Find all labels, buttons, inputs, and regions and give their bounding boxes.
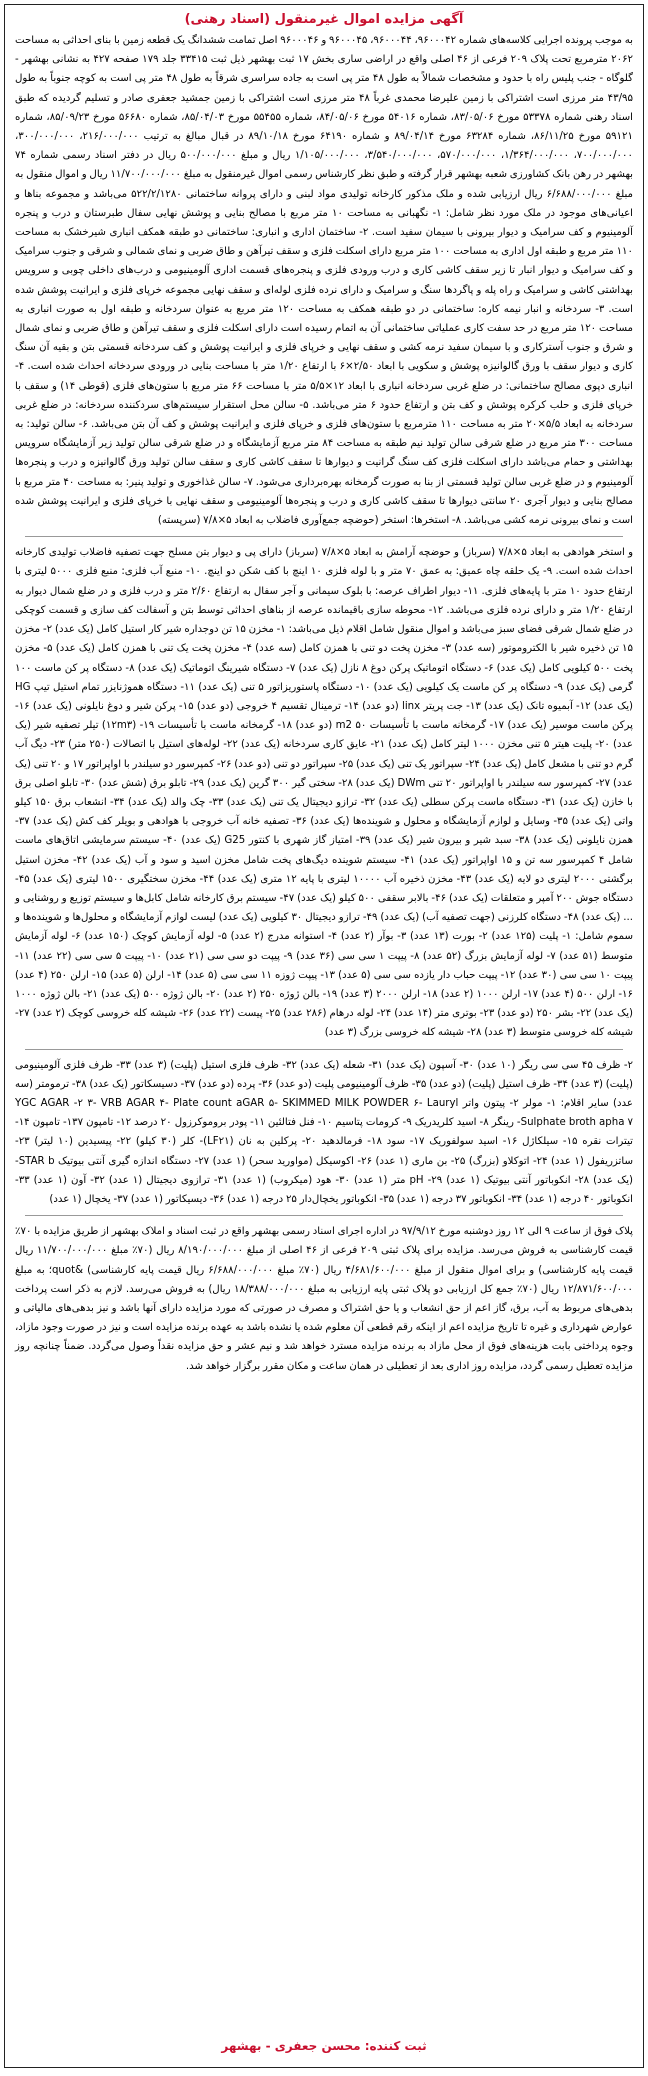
lab-items-paragraph: ۲- ظرف ۴۵ سی سی ریگر (۱۰ عدد) ۳۰- آسپون (یک عدد) ۳۱- شعله (یک عدد) ۳۲- ظرف فلزی استیل (پلیت) (۳ عدد) ۳۳- ظرف فلزی آلومینیومی (پلیت) (۳ عدد) ۳۴- ظرف استیل (پلیت) (دو عدد) ۳۵- ظرف آلومینیومی پلیت (دو عدد) ۳۶- پرده (دو عدد) ۳۷- دسیسکاتور (یک عدد) ۳۸- ترمومتر (سه عدد) سایر اقلام: ۱- مولر ۲- پیتون واتر YGC AGAR -۲ ۳- VRB AGAR ۴- Plate count aGAR ۵- SKIMMED MILK POWDER ۶- Lauryl Sulphate broth apha ۷- رینگر ۸- اسید کلریدریک ۹- کرومات پتاسیم ۱۰- فنل فتالئین ۱۱- پودر بروموکرزول ۲۰ درصد ۱۲- تامپون ۱۳۷- تامپون ۱۴- تیترات نقره ۱۵- سیلکاژل ۱۶- اسید سولفوریک ۱۷- سود ۱۸- فرمالدهید ۲۰- پرکلین به نان (LF۲۱)- کلر (۳۰ کیلو) ۲۲- پیسیدین (۱۰ لیتر) ۲۳- ساتزریفول (۱ عدد) ۲۴- اتوکلاو (بزرگ) ۲۵- بن ماری (۱ عدد) ۲۶- اکوسیکل (مواورید سحر) (۱ عدد) ۲۷- دستگاه اندازه گیری آنتی بیوتیک STAR b- (یک عدد) ۲۸- انکوباتور آنتی بیوتیک (۱ عدد) ۲۹- pH متر (۱ عدد) ۳۰- هود (میکروب) (۱ عدد) ۳۱- ترازوی دیجیتال (۱ عدد) ۳۲- آون (۱ عدد) ۳۳- انکوباتور ۴۰ درجه (۱ عدد) ۳۴- انکوباتور ۳۷ درجه (۱ عدد) ۳۵- انکوباتور یخچال‌دار ۲۵ درجه (۱ عدد) ۳۶- دیسیکاتور (۱ عدد) ۳۷- یخچال (۱ عدد) (15, 1059, 634, 1205)
auction-notice (4, 4, 644, 2068)
section-divider (25, 1049, 623, 1050)
section-divider (25, 1215, 623, 1216)
auction-terms-paragraph: پلاک فوق از ساعت ۹ الی ۱۲ روز دوشنبه مورخ ۹۷/۹/۱۲ در اداره اجرای اسناد رسمی بهشهر واقع در ثبت اسناد و املاک بهشهر از طریق مزایده با ۷۰٪ قیمت کارشناسی به فروش می‌رسد. مزایده برای پلاک ثبتی ۲۰۹ فرعی از ۴۶ اصلی از مبلغ ۸/۱۹۰/۰۰۰/۰۰۰ ریال (۷۰٪ مبلغ ۱۱/۷۰۰/۰۰۰/۰۰۰ ریال قیمت پایه کارشناسی) و برای اموال منقول از مبلغ ۴/۶۸۱/۶۰۰/۰۰۰ ریال (۷۰٪ مبلغ ۶/۶۸۸/۰۰۰/۰۰۰ ریال قیمت پایه کارشناسی) &quot؛ به مبلغ ۱۲/۸۷۱/۶۰۰/۰۰۰ ریال (۷۰٪ جمع کل ارزیابی دو پلاک ثبتی پایه ارزیابی به مبلغ ۱۸/۳۸۸/۰۰۰/۰۰۰ ریال) به فروش می‌رسد. لازم به ذکر است پرداخت بدهی‌های مربوط به آب، برق، گاز اعم از حق انشعاب و یا حق اشتراک و مصرف در صورتی که مورد مزایده دارای آنها باشد و نیز بدهی‌های مالیاتی و عوارض شهرداری و غیره تا تاریخ مزایده اعم از اینکه رقم قطعی آن معلوم شده یا نشده باشد به عهده برنده مزایده است و نیز در صورت وجود مازاد، وجوه پرداختی بابت هزینه‌های فوق از محل مازاد به برنده مزایده مسترد خواهد شد و نیم عشر و حق مزایده نقداً وصول می‌گردد. ضمناً چنانچه روز مزایده تعطیل رسمی گردد، مزایده روز اداری بعد از تعطیلی در همان ساعت و مکان مقرر برگزار خواهد شد. (15, 1226, 634, 1372)
signature-name: محسن جعفری - بهشهر (221, 2039, 361, 2053)
property-description-paragraph: به موجب پرونده اجرایی کلاسه‌های شماره ۹۶۰۰۰۴۲، ۹۶۰۰۰۴۴، ۹۶۰۰۰۴۵ و ۹۶۰۰۰۴۶ اصل تمامت ششدانگ یک قطعه زمین با بنای احداثی به مساحت ۲۰۶۲ مترمربع تحت پلاک ۲۰۹ فرعی از ۴۶ اصلی واقع در اراضی ساری بخش ۱۷ ثبت بهشهر ذیل ثبت ۳۳۴۱۵ جلد ۱۷۹ صفحه ۴۲۷ به نشانی بهشهر - گلوگاه - جنب پلیس راه با حدود و مشخصات شمالاً به طول ۴۸ متر پی است به جاده سراسری شرقاً به طول ۴۸ متر پی است به کوچه جنوباً به طول ۴۳/۹۵ متر مرزی است اشتراکی با زمین علیرضا محمدی غرباً ۴۸ متر مرزی است اشتراکی با زمین جمشید جعفری صادر و تسلیم گردیده که طبق اسناد رهنی شماره ۵۳۳۷۸ مورخ ۸۳/۰۵/۰۶، شماره ۵۴۰۱۶ مورخ ۸۴/۰۵/۰۶، شماره ۵۵۴۵۵ مورخ ۸۵/۰۴/۰۳، شماره ۵۶۶۸۰ مورخ ۸۵/۰۹/۲۳، شماره ۵۹۱۲۱ مورخ ۸۶/۱۱/۲۵، شماره ۶۳۲۸۴ مورخ ۸۹/۰۴/۱۴ و شماره ۶۴۱۹۰ مورخ ۸۹/۱۰/۱۸ در قبال مبالغ به ترتیب ۲۱۶/۰۰۰/۰۰۰، ۳۰۰/۰۰۰/۰۰۰، ۷۰۰/۰۰۰/۰۰۰، ۱/۳۶۴/۰۰۰/۰۰۰، ۵۷۰/۰۰۰/۰۰۰، ۳/۵۴۰/۰۰۰/۰۰۰، ۱/۱۰۵/۰۰۰/۰۰۰ ریال و مبلغ ۵۰۰/۰۰۰/۰۰۰ ریال در دفتر اسناد رسمی شماره ۷۴ بهشهر در رهن بانک کشاورزی شعبه بهشهر قرار گرفته و طبق نظر کارشناس رسمی اموال غیرمنقول به مبلغ ۱۱/۷۰۰/۰۰۰/۰۰۰ ریال و اموال منقول به مبلغ ۶/۶۸۸/۰۰۰/۰۰۰ ریال ارزیابی شده و ملک مذکور کارخانه تولیدی مواد لبنی و دارای پروانه ساختمانی ۵۲۲/۲/۱۲۸۰ می‌باشد و مجموعه بناها و اعیانی‌های موجود در ملک مورد نظر شامل: ۱- نگهبانی به مساحت ۱۰ متر مربع با مصالح بنایی و پوشش نهایی سفال طبرستان و درب و پنجره آلومینیوم و کف سرامیک و دیوار بیرونی با سیمان سفید است. ۲- ساختمان اداری و انباری: ساختمانی دو طبقه همکف انباری شیرخشک به مساحت ۱۱۰ متر مربع و طبقه اول اداری به مساحت ۱۰۰ متر مربع دارای اسکلت فلزی و سقف تیرآهن و طاق ضربی و نمای شمالی و شرقی و جنوب سرامیک و کف سرامیک و دیوار انبار تا زیر سقف کاشی کاری و درب ورودی فلزی و پنجره‌های قسمت اداری آلومینیومی و درب‌های داخلی چوبی و سرویس بهداشتی کاشی و سرامیک و راه پله و پاگردها سنگ و سرامیک و دارای نرده فلزی لوله‌ای و سقف نهایی مجموعه خرپای فلزی و ایرانیت پوشش شده است. ۳- سردخانه و انبار نیمه کاره: ساختمانی در دو طبقه همکف به مساحت ۱۲۰ متر مربع به عنوان سردخانه و طبقه اول به صورت انباری به مساحت ۱۲۰ متر مربع در حد سفت کاری عملیاتی ساختمانی آن به اتمام رسیده است دارای اسکلت فلزی و سقف تیرآهن و طاق ضربی و نمای شمال و شرق و جنوب آسترکاری و با سیمان سفید نرمه کشی و سقف نهایی و خرپای فلزی و ایرانیت پوشش و کف سردخانه قسمتی بتن و بقیه آن سنگ کاری و دیوار سقف با ورق گالوانیزه پوشش و سکویی با ابعاد ۲/۵۰×۶ با ارتفاع ۱/۲۰ متر با مساحت بنایی در ورودی سردخانه احداث شده است. ۴- انباری دپوی مصالح ساختمانی: در ضلع غربی سردخانه انباری با ابعاد ۱۲×۵/۵ متر با مساحت ۶۶ متر مربع با ستون‌های فلزی (قوطی ۱۴) و سقف با خرپای فلزی و حلب کرکره پوشش و کف بتن و ارتفاع حدود ۶ متر می‌باشد. ۵- سالن محل استقرار سیستم‌های سردکننده سردخانه: در ضلع غربی سردخانه به ابعاد ۵/۵×۲۰ متر به مساحت ۱۱۰ مترمربع با ستون‌های فلزی و خرپای فلزی و ایرانیت پوشش و کف آن بتن می‌باشد. ۶- سالن تولید: به مساحت ۳۰۰ متر مربع در ضلع شرقی سالن تولید نیم طبقه به مساحت ۸۴ متر مربع آزمایشگاه و در ضلع شرقی سالن تولید زیر آزمایشگاه سرویس بهداشتی و حمام می‌باشد دارای اسکلت فلزی کف سنگ گرانیت و دیوارها تا سقف کاشی کاری و سقف سالن تولید ورق گالوانیزه و درب و پنجره‌ها آلومینیوم و در ضلع غربی سالن تولید قسمتی از بنا به صورت گرمخانه بهره‌برداری می‌شود. ۷- سالن غذاخوری و تولید پنیر: به مساحت ۴۰ متر مربع با مصالح بنایی و دیوار آجری ۲۰ سانتی دیوارها تا سقف کاشی کاری و درب و پنجره‌ها آلومینیومی و سقف نهایی با خرپای فلزی و ایرانیت پوشش شده است و نمای بیرونی نرمه کشی می‌باشد. ۸- استخرها: استخر (حوضچه جمع‌آوری فاضلاب به ابعاد ۵×۷/۸ (سرپسته) (15, 35, 634, 527)
notice-title: آگهی مزایده اموال غیرمنقول (اسناد رهنی) (184, 12, 464, 27)
section-divider (25, 536, 623, 537)
movable-items-paragraph: و استخر هوادهی به ابعاد ۵×۷/۸ (سرباز) و حوضچه آرامش به ابعاد ۵×۷/۸ (سرباز) دارای پی و دیوار بتن مسلح جهت تصفیه فاضلاب تولیدی کارخانه احداث شده است. ۹- یک حلقه چاه عمیق: به عمق ۷۰ متر و با لوله فلزی ۱۰ اینچ با کف شکن دو اینچ. ۱۰- منبع آب فلزی: منبع فلزی ۵۰۰۰ لیتری با ارتفاع حدود ۱۰ متر با پایه‌های فلزی. ۱۱- دیوار اطراف عرصه: با بلوک سیمانی و آجر سفال به ارتفاع ۲/۶۰ متر و درب فلزی و در ضلع شمال دیوار به ارتفاع ۱/۲۰ متر و دارای نرده فلزی می‌باشد. ۱۲- محوطه سازی باقیمانده عرصه از بناهای احداثی توسط بتن و آسفالت کف سازی و قسمت کوچکی در ضلع شمال شرقی فضای سبز می‌باشد و اموال منقول شامل اقلام ذیل می‌باشد: ۱- مخزن ۱۵ تن دوجداره شیر کار استیل کامل (یک عدد) ۲- مخزن ۱۵ تن ذخیره شیر با الکتروموتور (سه عدد) ۳- مخزن پخت دو تنی با همزن کامل (سه عدد) ۴- مخزن پخت یک تنی با همزن کامل (یک عدد) ۵- مخزن پخت ۵۰۰ کیلویی کامل (یک عدد) ۶- دستگاه اتوماتیک پرکن دوغ ۸ نازل (یک عدد) ۷- دستگاه شیرینگ اتوماتیک (یک عدد) ۸- دستگاه پر کن ماست ۱۰۰ گرمی (یک عدد) ۹- دستگاه پر کن ماست یک کیلویی (یک عدد) ۱۰- دستگاه پاستوریزاتور ۵ تنی (یک عدد) ۱۱- دستگاه هموژنایزر تمام استیل تیپ HG (یک عدد) ۱۲- آبمیوه تانک (یک عدد) ۱۳- جت پریتر linx (دو عدد) ۱۴- ترمینال تقسیم ۴ خروجی (دو عدد) ۱۵- پرکن شیر و دوغ نایلونی (یک عدد) ۱۶- پرکن ماست موسیر (یک عدد) ۱۷- گرمخانه ماست با تأسیسات ۵۰ m2 (دو عدد) ۱۸- گرمخانه ماست با تأسیسات ۱۹- (۱۲m۳) تیلر تصفیه شیر (یک عدد) ۲۰- پلیت هیتر ۵ تنی مخزن ۱۰۰۰ لیتر کامل (یک عدد) ۲۱- عایق کاری سردخانه (یک عدد) ۲۲- لوله‌های استیل با اتصالات (۲۵۰ متر) ۲۳- دیگ آب گرم دو تنی با مشعل کامل (یک عدد) ۲۴- سپراتور یک تنی (یک عدد) ۲۵- سپراتور دو تنی (دو عدد) ۲۶- کمپرسور دو سیلندر با اواپراتور ۱۷ و ۲۰ تنی (یک عدد) ۲۷- کمپرسور سه سیلندر با اواپراتور ۲۰ تنی DWm (یک عدد) ۲۸- سختی گیر ۳۰۰ گرین (یک عدد) ۲۹- تابلو برق (شش عدد) ۳۰- تابلو اصلی برق با خازن (یک عدد) ۳۱- دستگاه ماست پرکن سطلی (یک عدد) ۳۲- ترازو دیجیتال یک تنی (یک عدد) ۳۳- چک والد (یک عدد) ۳۴- انشعاب برق ۱۵۰ کیلو واتی (یک عدد) ۳۵- وسایل و لوازم آزمایشگاه و محلول و شوینده‌ها (یک عدد) ۳۶- تصفیه خانه آب خروجی با هوادهی و بویلر کف کش (یک عدد) ۳۷- همزن نایلونی (یک عدد) ۳۸- سبد شیر و بیرون شیر (یک عدد) ۳۹- امتیاز گاز شهری با کنتور G25 (یک عدد) ۴۰- سیستم سرمایشی اتاق‌های ماست شامل ۴ کمپرسور سه تن و ۱۵ اواپراتور (یک عدد) ۴۱- سیستم شوینده دیگ‌های پخت شامل مخزن اسید و سود و آب (یک عدد) ۴۲- مخزن استیل برگشتی ۲۰۰۰ لیتری دو لایه (یک عدد) ۴۳- مخزن ذخیره آب ۱۰۰۰۰ لیتری با پایه ۱۲ متری (یک عدد) ۴۴- مخزن سختگیری ۱۵۰۰ لیتری (یک عدد) ۴۵- دستگاه جوش ۲۰۰ آمپر و متعلقات (یک عدد) ۴۶- بالابر سقفی ۵۰۰ کیلو (یک عدد) ۴۷- سیستم برق کارخانه شامل کابل‌ها و سیستم توزیع و روشنایی و ... (یک عدد) ۴۸- دستگاه کلرزنی (جهت تصفیه آب) (یک عدد) ۴۹- ترازو دیجیتال ۳۰ کیلویی (یک عدد) لیست لوازم آزمایشگاه و محلول‌ها و شوینده‌ها و سموم شامل: ۱- پلیت (۱۲۵ عدد) ۲- بورت (۱۳ عدد) ۳- بوآر (۲ عدد) ۴- استوانه مدرج (۲ عدد) ۵- لوله آزمایش کوچک (۱۵۰ عدد) ۶- لوله آزمایش متوسط (۵۱ عدد) ۷- لوله آزمایش بزرگ (۵۲ عدد) ۸- پیپت ۱ سی سی (۳۶ عدد) ۹- پیپت دو سی سی (۲۱ عدد) ۱۰- پیپت ۵ سی سی (۲۲ عدد) ۱۱- پیپت ۱۰ سی سی (۳۰ عدد) ۱۲- پیپت حباب دار یازده سی سی (۵ عدد) ۱۳- پیپت ژوزه ۱۱ سی سی (۵ عدد) ۱۴- ارلن (۵ عدد) ۱۵- ارلن ۲۵۰ (۴ عدد) ۱۶- ارلن ۵۰۰ (۴ عدد) ۱۷- ارلن ۱۰۰۰ (۲ عدد) ۱۸- ارلن ۲۰۰۰ (۳ عدد) ۱۹- بالن ژوژه ۲۵۰ (۲ عدد) ۲۰- بالن ژوژه ۵۰۰ (یک عدد) ۲۱- بالن ژوژه ۱۰۰۰ (یک عدد) ۲۲- بشر ۲۵۰ (دو عدد) ۲۳- بوتری متر (۱۴ عدد) ۲۴- لوله درهام (۲۸۶ عدد) ۲۵- پیست (۲۲ عدد) ۲۶- شیشه کله خروسی کوچک (۲ عدد) ۲۷- شیشه کله خروسی متوسط (۳ عدد) ۲۸- شیشه کله خروسی بزرگ (۳ عدد) (15, 547, 634, 1039)
notice-body (5, 31, 643, 1376)
signature-label: ثبت کننده: (364, 2039, 427, 2053)
signature (5, 2039, 643, 2053)
